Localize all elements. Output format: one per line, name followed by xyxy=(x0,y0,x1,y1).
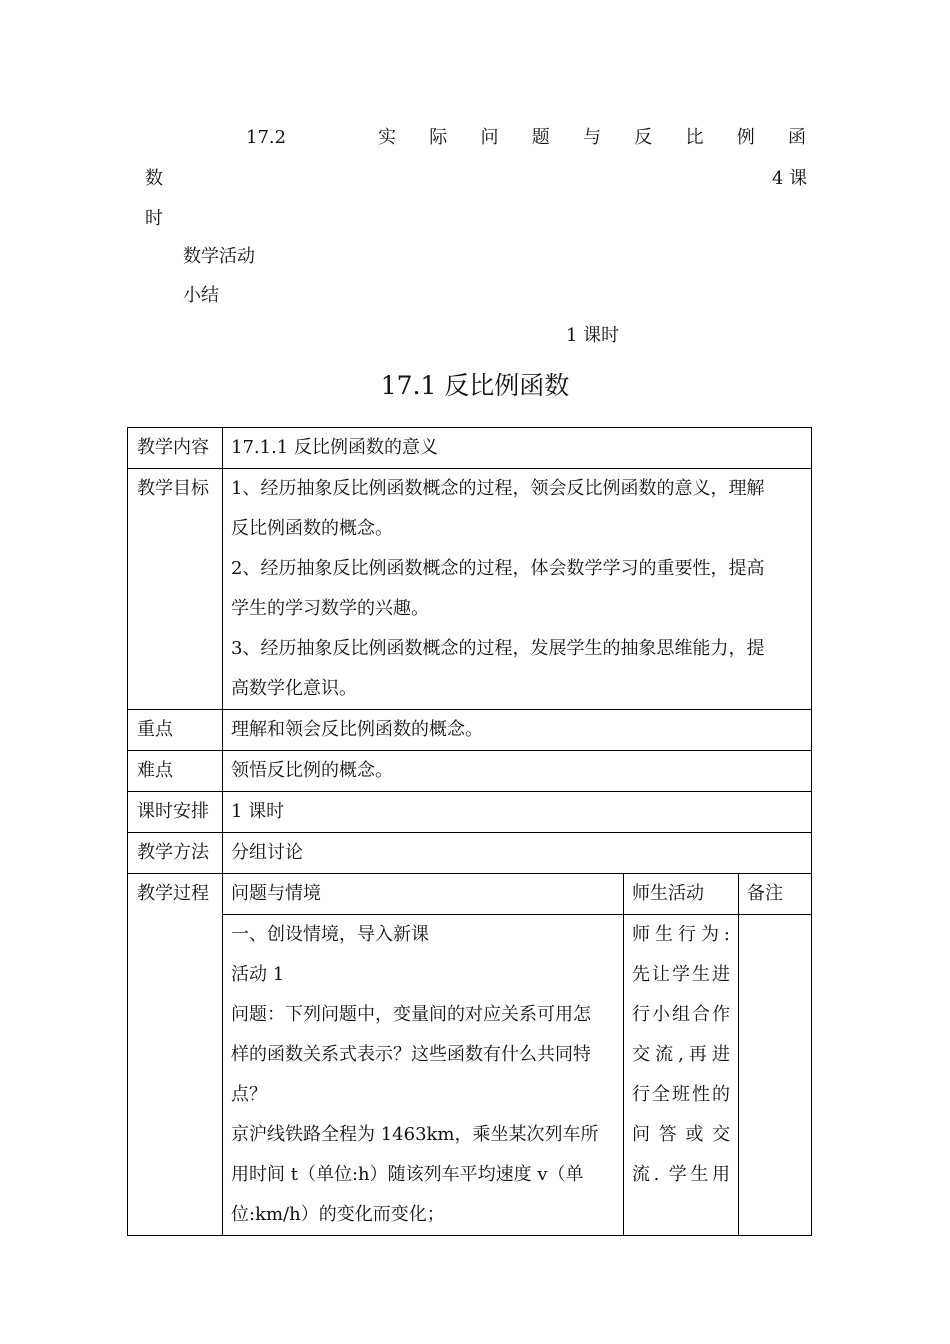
row-content: 1 课时 xyxy=(223,792,812,833)
objective-line: 学生的学习数学的兴趣。 xyxy=(231,598,429,619)
row-label: 教学内容 xyxy=(128,428,223,469)
item-math-activity: 数学活动 xyxy=(183,246,255,267)
section-title-char: 实 xyxy=(378,127,396,148)
activity-line: 行小组合作 xyxy=(632,1004,730,1025)
section-title-char: 函 xyxy=(788,127,806,148)
item-summary: 小结 xyxy=(183,285,219,306)
table-row xyxy=(128,710,812,751)
table-row xyxy=(128,428,812,469)
row-content: 17.1.1 反比例函数的意义 xyxy=(223,428,812,469)
problem-line: 一、创设情境，导入新课 xyxy=(231,924,429,945)
section-title-char: 题 xyxy=(531,127,550,148)
activity-content xyxy=(624,915,739,1236)
row-content: 理解和领会反比例函数的概念。 xyxy=(223,710,812,751)
table-row xyxy=(128,915,812,1236)
row-content: 分组讨论 xyxy=(223,833,812,874)
problem-line: 位:km/h）的变化而变化； xyxy=(231,1204,445,1225)
activity-line: 问 答 或 交 xyxy=(632,1124,730,1145)
row-label: 课时安排 xyxy=(128,792,223,833)
row-label: 难点 xyxy=(128,751,223,792)
table-row xyxy=(128,751,812,792)
row-label: 教学过程 xyxy=(128,874,223,1236)
problem-line: 京沪线铁路全程为 1463km，乘坐某次列车所 xyxy=(231,1124,599,1145)
remark-content xyxy=(739,915,812,1236)
activity-line: 先让学生进 xyxy=(632,964,730,985)
row-label: 教学目标 xyxy=(128,469,223,710)
section-title-char: 际 xyxy=(429,127,448,148)
table-row xyxy=(128,874,812,915)
hours-label-continuation: 时 xyxy=(145,208,163,229)
section-title-char: 反 xyxy=(634,127,653,148)
column-header-remark: 备注 xyxy=(739,874,812,915)
objectives-content xyxy=(223,469,812,710)
problem-line: 点？ xyxy=(231,1084,267,1105)
item-hours: 1 课时 xyxy=(566,325,620,346)
objective-line: 反比例函数的概念。 xyxy=(231,518,393,539)
hours-label: 4 课 xyxy=(772,168,808,189)
page-title: 17.1 反比例函数 xyxy=(380,371,570,400)
row-label: 重点 xyxy=(128,710,223,751)
section-title-char: 问 xyxy=(480,127,499,148)
section-title-char: 比 xyxy=(685,127,704,148)
column-header-activity: 师生活动 xyxy=(624,874,739,915)
objective-line: 3、经历抽象反比例函数概念的过程，发展学生的抽象思维能力，提 xyxy=(231,638,765,659)
table-row xyxy=(128,469,812,710)
row-content: 领悟反比例的概念。 xyxy=(223,751,812,792)
objective-line: 高数学化意识。 xyxy=(231,678,357,699)
row-label: 教学方法 xyxy=(128,833,223,874)
activity-line: 流. 学生用 xyxy=(632,1164,730,1185)
problem-line: 活动 1 xyxy=(231,964,285,985)
lesson-plan-table xyxy=(127,427,812,1236)
objective-line: 1、经历抽象反比例函数概念的过程，领会反比例函数的意义，理解 xyxy=(231,478,765,499)
section-title xyxy=(378,126,806,150)
section-title-char: 例 xyxy=(736,127,755,148)
problem-content xyxy=(223,915,624,1236)
heading-continuation: 数 xyxy=(145,168,163,189)
problem-line: 用时间 t（单位:h）随该列车平均速度 v（单 xyxy=(231,1164,584,1185)
table-row xyxy=(128,792,812,833)
table-row xyxy=(128,833,812,874)
activity-line: 交流,再进 xyxy=(632,1044,730,1065)
problem-line: 问题：下列问题中，变量间的对应关系可用怎 xyxy=(231,1004,591,1025)
activity-line: 师生行为: xyxy=(632,924,730,945)
section-number: 17.2 xyxy=(246,127,287,148)
section-title-char: 与 xyxy=(583,127,601,148)
activity-line: 行全班性的 xyxy=(632,1084,730,1105)
objective-line: 2、经历抽象反比例函数概念的过程，体会数学学习的重要性，提高 xyxy=(231,558,765,579)
column-header-problem: 问题与情境 xyxy=(223,874,624,915)
problem-line: 样的函数关系式表示？这些函数有什么共同特 xyxy=(231,1044,591,1065)
